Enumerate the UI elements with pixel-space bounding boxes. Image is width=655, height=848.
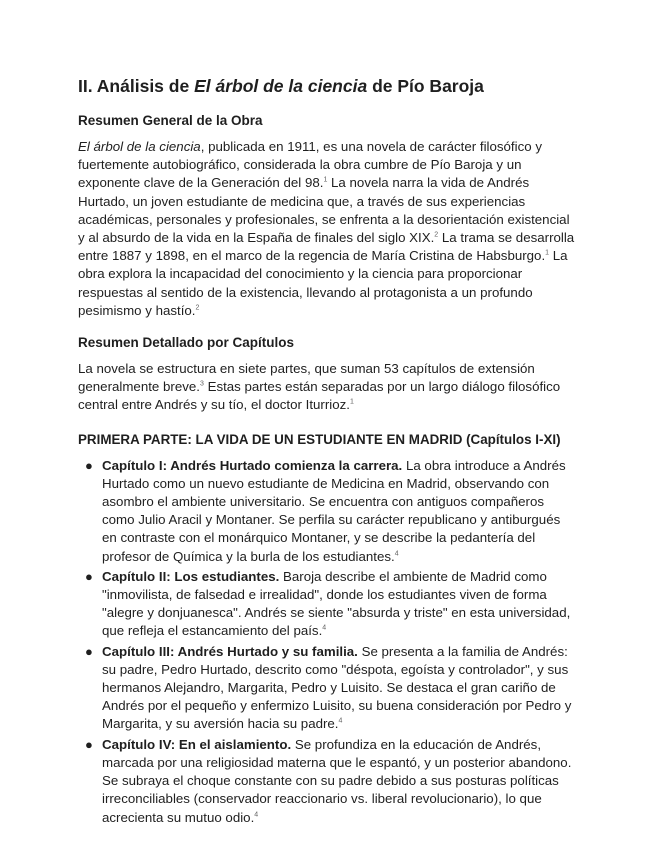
- footnote-ref: 4: [322, 625, 327, 633]
- chapter-title: Capítulo I: Andrés Hurtado comienza la carrera.: [102, 457, 403, 473]
- chapter-text: Se presenta a la familia de Andrés: su padre, Pedro Hurtado, descrito como "déspota, egoísta y controlador", y sus hermanos Alejandro, Margarita, Pedro y Luisito. Se destaca el gran cariño de Andrés por el pequeño y enfermizo Luisito, su buena consideración por Pedro y Margarita, y su aversión hacia su padre.: [102, 643, 572, 732]
- chapter-text: La obra introduce a Andrés Hurtado como un nuevo estudiante de Medicina en Madrid, observando con asombro el ambiente universitario. Se encuentra con antiguos compañeros como Julio Aracil y Montaner. Se perfila su carácter republicano y antiburgués en contraste con el monárquico Montaner, y se describe la pedantería del profesor de Química y la burla de los estudiantes.: [102, 457, 566, 564]
- heading-suffix: de Pío Baroja: [367, 76, 484, 96]
- chapter-title: Capítulo III: Andrés Hurtado y su familia.: [102, 643, 358, 659]
- general-summary-heading: Resumen General de la Obra: [78, 113, 263, 128]
- footnote-ref: 1: [349, 399, 354, 407]
- footnote-ref: 2: [434, 231, 439, 239]
- footnote-ref: 2: [195, 304, 200, 312]
- footnote-ref: 3: [199, 380, 204, 388]
- bullet-icon: ●: [85, 736, 93, 752]
- chapter-item: [85, 457, 577, 566]
- chapter-text: Baroja describe el ambiente de Madrid como "inmovilista, de falsedad e irrealidad", donde los estudiantes viven de forma "alegre y donjuanesca". Andrés se siente "absurda y triste" en esta universidad, que refleja el estancamiento del país.: [102, 568, 571, 639]
- chapter-item: [85, 568, 577, 641]
- heading-prefix: II. Análisis de: [78, 76, 195, 96]
- general-summary-s2: La novela narra la vida de Andrés Hurtado, un joven estudiante de medicina que, a través de sus experiencias académicas, personales y profesionales, se enfrenta a la desorientación existencial y al absurdo de la vida en la España de finales del siglo XIX.: [78, 175, 570, 246]
- heading-book-title: El árbol de la ciencia: [194, 76, 368, 96]
- bullet-icon: ●: [85, 457, 93, 473]
- footnote-ref: 4: [394, 550, 399, 558]
- footnote-ref: 4: [254, 811, 259, 819]
- section-heading: [78, 74, 577, 98]
- general-summary-s3: La trama se desarrolla entre 1887 y 1898, en el marco de la regencia de María Cristina de Habsburgo.: [78, 230, 575, 264]
- work-title: El árbol de la ciencia: [78, 139, 201, 154]
- footnote-ref: 1: [323, 176, 328, 184]
- part-one-title: PRIMERA PARTE: LA VIDA DE UN ESTUDIANTE EN MADRID (Capítulos I-XI): [78, 431, 561, 447]
- bullet-icon: ●: [85, 568, 93, 584]
- general-summary-s1: , publicada en 1911, es una novela de carácter filosófico y fuertemente autobiográfico, considerada la obra cumbre de Pío Baroja y un exponente clave de la Generación del 98.: [78, 139, 542, 191]
- detailed-summary-heading: Resumen Detallado por Capítulos: [78, 335, 295, 351]
- detailed-summary-s1: La novela se estructura en siete partes, que suman 53 capítulos de extensión generalmente breve.: [78, 361, 535, 395]
- chapter-title: Capítulo II: Los estudiantes.: [102, 568, 280, 584]
- chapter-item: [85, 736, 577, 827]
- chapter-list: [78, 457, 577, 827]
- general-summary-s4: La obra explora la incapacidad del conocimiento y la ciencia para proporcionar respuestas al sentido de la existencia, llevando al protagonista a un profundo pesimismo y hastío.: [78, 248, 568, 318]
- chapter-item: [85, 643, 577, 734]
- bullet-icon: ●: [85, 643, 93, 659]
- general-summary-paragraph: [78, 138, 577, 320]
- chapter-text: Se profundiza en la educación de Andrés, marcada por una religiosidad materna que le espantó, y un posterior abandono. Se subraya el choque constante con su padre debido a sus posturas políticas irreconciliables (conservador reaccionario vs. liberal revolucionario), lo que acrecienta su mutuo odio.: [102, 736, 572, 825]
- detailed-summary-paragraph: [78, 360, 577, 415]
- footnote-ref: 1: [545, 249, 550, 257]
- chapter-title: Capítulo IV: En el aislamiento.: [102, 736, 292, 752]
- detailed-summary-s2: Estas partes están separadas por un largo diálogo filosófico central entre Andrés y su tío, el doctor Iturrioz.: [78, 379, 561, 413]
- footnote-ref: 4: [338, 718, 343, 726]
